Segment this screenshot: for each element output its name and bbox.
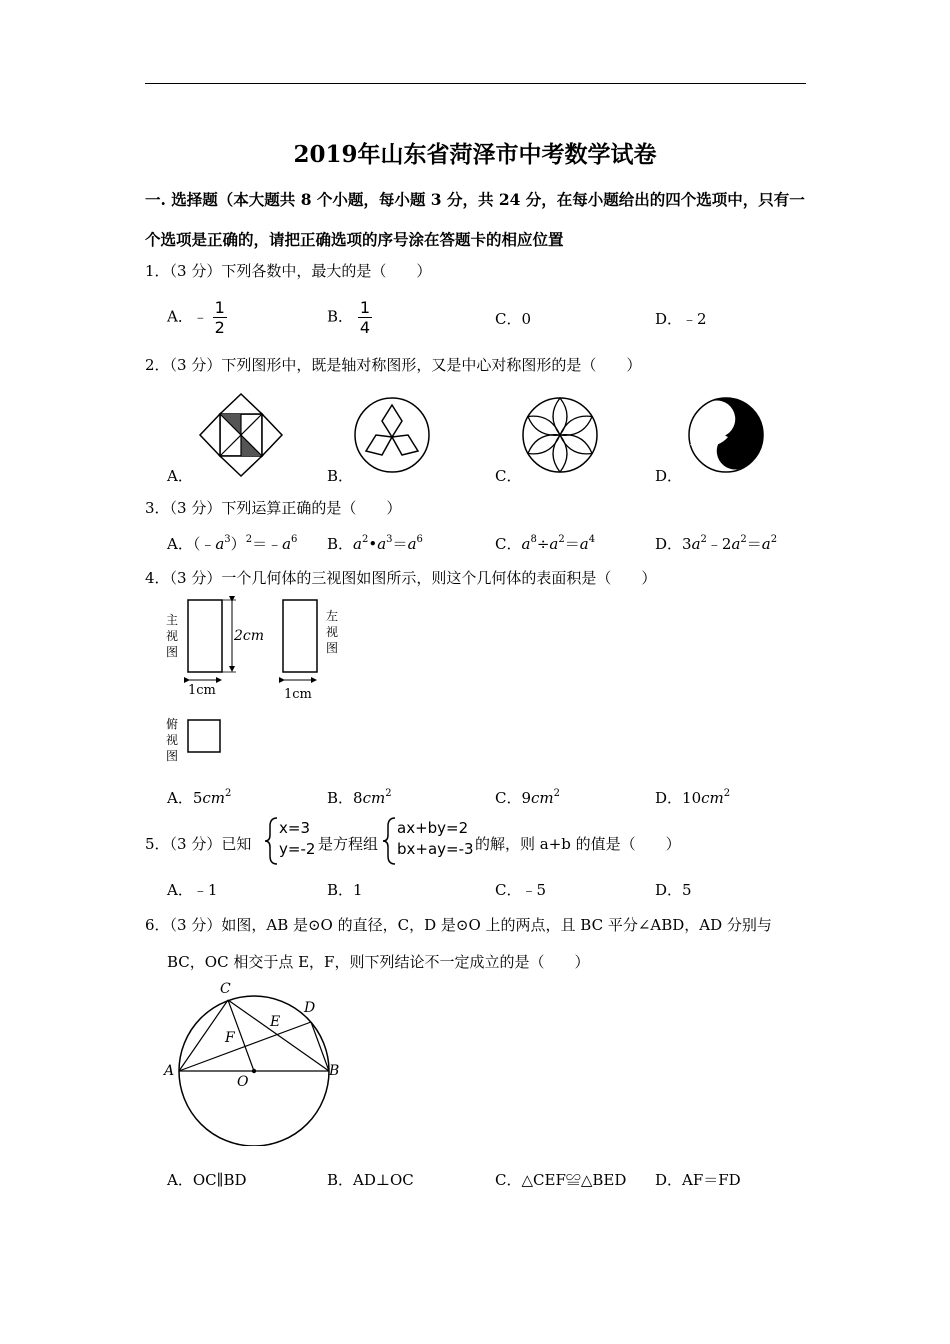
unit: cm	[531, 789, 554, 807]
unit: cm	[362, 789, 386, 807]
option-text: D．10	[655, 789, 702, 807]
q1-option-d[interactable]: D．﹣2	[655, 310, 707, 328]
denominator: 4	[359, 318, 370, 337]
system-2-line-2: bx+ay=-3	[397, 840, 474, 858]
unit: cm	[202, 789, 226, 807]
question-5-prefix: 5．（3 分）已知	[145, 835, 252, 853]
exponent: 2	[723, 788, 731, 799]
question-6-line1: 6．（3 分）如图，AB 是⊙O 的直径，C，D 是⊙O 上的两点，且 BC 平分∠ABD，AD 分别与	[145, 916, 772, 934]
system-1	[279, 818, 315, 860]
exponent: 2	[225, 788, 232, 799]
point-c-label: C	[220, 981, 231, 997]
three-view-figure	[160, 594, 360, 769]
point-a-label: A	[164, 1063, 175, 1079]
q5-option-c[interactable]: C．﹣5	[495, 881, 547, 899]
question-4-stem: 4．（3 分）一个几何体的三视图如图所示，则这个几何体的表面积是（ ）	[145, 569, 657, 587]
height-label: 2cm	[234, 628, 265, 644]
point-d-label: D	[304, 1000, 316, 1016]
option-text: B．8	[327, 789, 363, 807]
fraction	[358, 298, 372, 337]
q3-option-d[interactable]: D．$3a^2﹣2a^2=a^2$	[655, 534, 778, 553]
option-text: C．9	[495, 789, 532, 807]
q1-option-b[interactable]	[327, 298, 372, 337]
page-title: 2019年山东省菏泽市中考数学试卷	[293, 141, 657, 168]
q4-option-b[interactable]	[327, 787, 392, 808]
q1-option-a[interactable]	[167, 298, 227, 337]
front-view-label-2: 视	[166, 629, 179, 643]
numerator: 1	[359, 298, 370, 317]
system-2	[397, 818, 474, 860]
question-1-stem: 1．（3 分）下列各数中，最大的是（ ）	[145, 262, 432, 280]
q5-option-d[interactable]: D．5	[655, 881, 692, 899]
question-2-stem: 2．（3 分）下列图形中，既是轴对称图形，又是中心对称图形的是（ ）	[145, 356, 642, 374]
front-view-label: 主	[166, 613, 179, 627]
point-b-label: B	[329, 1063, 340, 1079]
width-label-front: 1cm	[188, 683, 216, 698]
question-3-stem: 3．（3 分）下列运算正确的是（ ）	[145, 499, 402, 517]
system-1-line-2: y=-2	[279, 840, 316, 858]
numerator: 1	[214, 298, 225, 317]
top-view-label-3: 图	[166, 749, 179, 763]
front-view-label-3: 图	[166, 645, 179, 659]
q3-option-c[interactable]: C．$a^8\div a^2=a^4$	[495, 534, 596, 553]
q4-option-a[interactable]	[167, 787, 231, 808]
top-view-label-1: 俯	[166, 717, 179, 731]
top-rule	[145, 83, 806, 84]
question-5-middle: 是方程组	[318, 835, 379, 853]
point-o-label: O	[237, 1074, 249, 1090]
denominator: 2	[214, 318, 225, 337]
flower-circle-figure	[520, 395, 600, 475]
q1-option-c[interactable]: C．0	[495, 310, 532, 328]
exponent: 2	[385, 788, 392, 799]
exponent: 2	[553, 788, 561, 799]
left-view-label-1: 左	[326, 609, 339, 623]
point-e-label: E	[270, 1014, 281, 1030]
option-label: B．	[327, 307, 354, 326]
q2-option-b[interactable]: B．	[327, 467, 354, 485]
q2-option-d[interactable]: D．	[655, 467, 683, 485]
circle-geometry-figure	[160, 976, 350, 1146]
q4-option-c[interactable]	[495, 787, 560, 808]
option-label: A．	[167, 307, 193, 326]
left-brace-icon	[382, 816, 398, 866]
q5-option-a[interactable]: A．﹣1	[167, 881, 218, 899]
taiji-figure	[686, 395, 766, 475]
question-5-suffix: 的解，则 a+b 的值是（ ）	[475, 835, 681, 853]
q6-option-a[interactable]: A．OC∥BD	[167, 1171, 247, 1189]
unit: cm	[701, 789, 724, 807]
q6-option-b[interactable]: B．AD⊥OC	[327, 1171, 414, 1189]
point-f-label: F	[225, 1030, 235, 1046]
system-1-line-1: x=3	[279, 819, 310, 837]
option-text: A．5	[167, 789, 203, 807]
q6-option-c[interactable]: C．△CEF≌△BED	[495, 1171, 627, 1189]
section-heading-line2: 个选项是正确的，请把正确选项的序号涂在答题卡的相应位置	[145, 230, 564, 249]
q3-option-b[interactable]: B．$a^2•a^3=a^6$	[327, 534, 423, 553]
minus-sign: ﹣	[192, 307, 208, 326]
q3-option-a[interactable]: A．$(﹣a^3)^2=﹣a^6$	[167, 534, 298, 553]
left-brace-icon	[264, 816, 280, 866]
q4-option-d[interactable]	[655, 787, 730, 808]
left-view-label-3: 图	[326, 641, 339, 655]
system-2-line-1: ax+by=2	[397, 819, 469, 837]
section-heading-line1: 一. 选择题（本大题共 8 个小题，每小题 3 分，共 24 分，在每小题给出的四个选项中，只有一	[145, 190, 805, 209]
q2-option-c[interactable]: C．	[495, 467, 522, 485]
left-view-label-2: 视	[326, 625, 339, 639]
width-label-left: 1cm	[284, 687, 312, 702]
q6-option-d[interactable]: D．AF＝FD	[655, 1171, 741, 1189]
question-6-line2: BC，OC 相交于点 E，F，则下列结论不一定成立的是（ ）	[167, 953, 590, 971]
fraction	[213, 298, 227, 337]
top-view-label-2: 视	[166, 733, 179, 747]
circle-diamonds-figure	[352, 395, 432, 475]
q5-option-b[interactable]: B．1	[327, 881, 363, 899]
q2-option-a[interactable]: A．	[167, 467, 193, 485]
pinwheel-figure	[198, 392, 284, 478]
